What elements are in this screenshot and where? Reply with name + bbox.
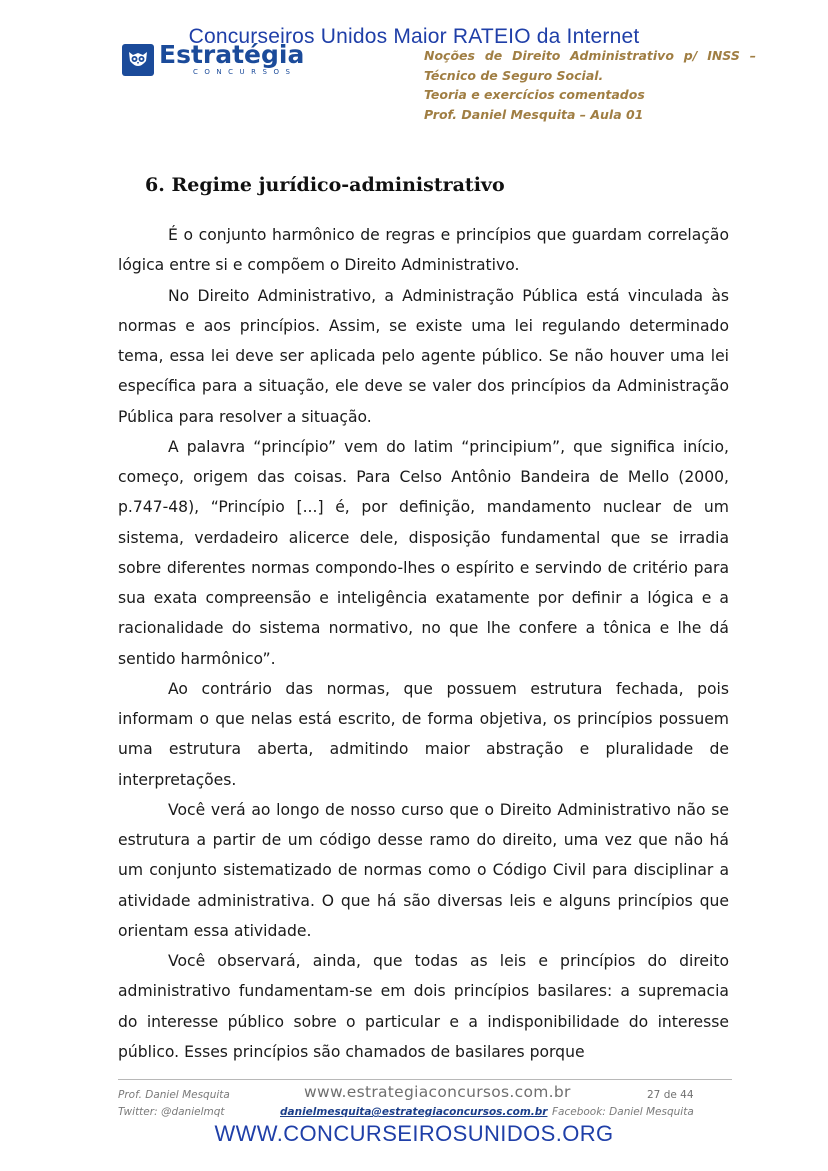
page-number: 27 de 44 <box>647 1089 694 1101</box>
footer-author: Prof. Daniel Mesquita <box>118 1089 230 1101</box>
header-role-line: Técnico de Seguro Social. <box>424 67 604 83</box>
footer-email-link[interactable]: danielmesquita@estrategiaconcursos.com.br <box>280 1106 548 1118</box>
header-professor-line: Prof. Daniel Mesquita – Aula 01 <box>424 106 644 122</box>
document-body <box>118 220 729 1067</box>
watermark-bottom-text: WWW.CONCURSEIROSUNIDOS.ORG <box>214 1121 614 1146</box>
watermark-top-text: Concurseiros Unidos Maior RATEIO da Internet <box>188 25 640 48</box>
footer-divider <box>118 1079 732 1080</box>
footer-facebook: Facebook: Daniel Mesquita <box>552 1106 694 1118</box>
paragraph: Você observará, ainda, que todas as leis e princípios do direito administrativo fundamentam-se em dois princípios basilares: a supremacia do interesse público sobre o particular e a indisponibilidade do interesse público. Esses princípios são chamados de basilares porque <box>118 952 729 1061</box>
header-content-line: Teoria e exercícios comentados <box>424 87 645 102</box>
estrategia-logo <box>122 42 304 78</box>
paragraph: A palavra “princípio” vem do latim “principium”, que significa início, começo, origem das coisas. Para Celso Antônio Bandeira de Mello (2000, p.747-48), “Princípio [...] é, por definição, mandamento nuclear de um sistema, verdadeiro alicerce dele, disposição fundamental que se irradia sobre diferentes normas compondo-lhes o espírito e servindo de critério para sua exata compreensão e inteligência exatamente por definir a lógica e a racionalidade do sistema normativo, no que lhe confere a tônica e lhe dá sentido harmônico”. <box>118 437 729 668</box>
owl-icon <box>122 44 154 76</box>
section-title: 6. Regime jurídico-administrativo <box>145 174 505 196</box>
footer-site-link[interactable]: www.estrategiaconcursos.com.br <box>304 1083 571 1101</box>
document-header <box>424 46 764 124</box>
logo-name: Estratégia <box>159 40 305 69</box>
footer-twitter: Twitter: @danielmqt <box>118 1106 225 1118</box>
paragraph: É o conjunto harmônico de regras e princípios que guardam correlação lógica entre si e compõem o Direito Administrativo. <box>118 226 729 275</box>
header-course-line: Noções de Direito Administrativo p/ INSS – <box>424 48 756 63</box>
paragraph: Ao contrário das normas, que possuem estrutura fechada, pois informam o que nelas está escrito, de forma objetiva, os princípios possuem uma estrutura aberta, admitindo maior abstração e pluralidade de interpretações. <box>118 679 729 789</box>
paragraph: No Direito Administrativo, a Administração Pública está vinculada às normas e aos princípios. Assim, se existe uma lei regulando determinado tema, essa lei deve ser aplicada pelo agente público. Se não houver uma lei específica para a situação, ele deve se valer dos princípios da Administração Pública para resolver a situação. <box>118 286 729 426</box>
paragraph: Você verá ao longo de nosso curso que o Direito Administrativo não se estrutura a partir de um código desse ramo do direito, uma vez que não há um conjunto sistematizado de normas como o Código Civil para disciplinar a atividade administrativa. O que há são diversas leis e alguns princípios que orientam essa atividade. <box>118 800 729 940</box>
logo-subtitle: CONCURSOS <box>193 68 297 76</box>
